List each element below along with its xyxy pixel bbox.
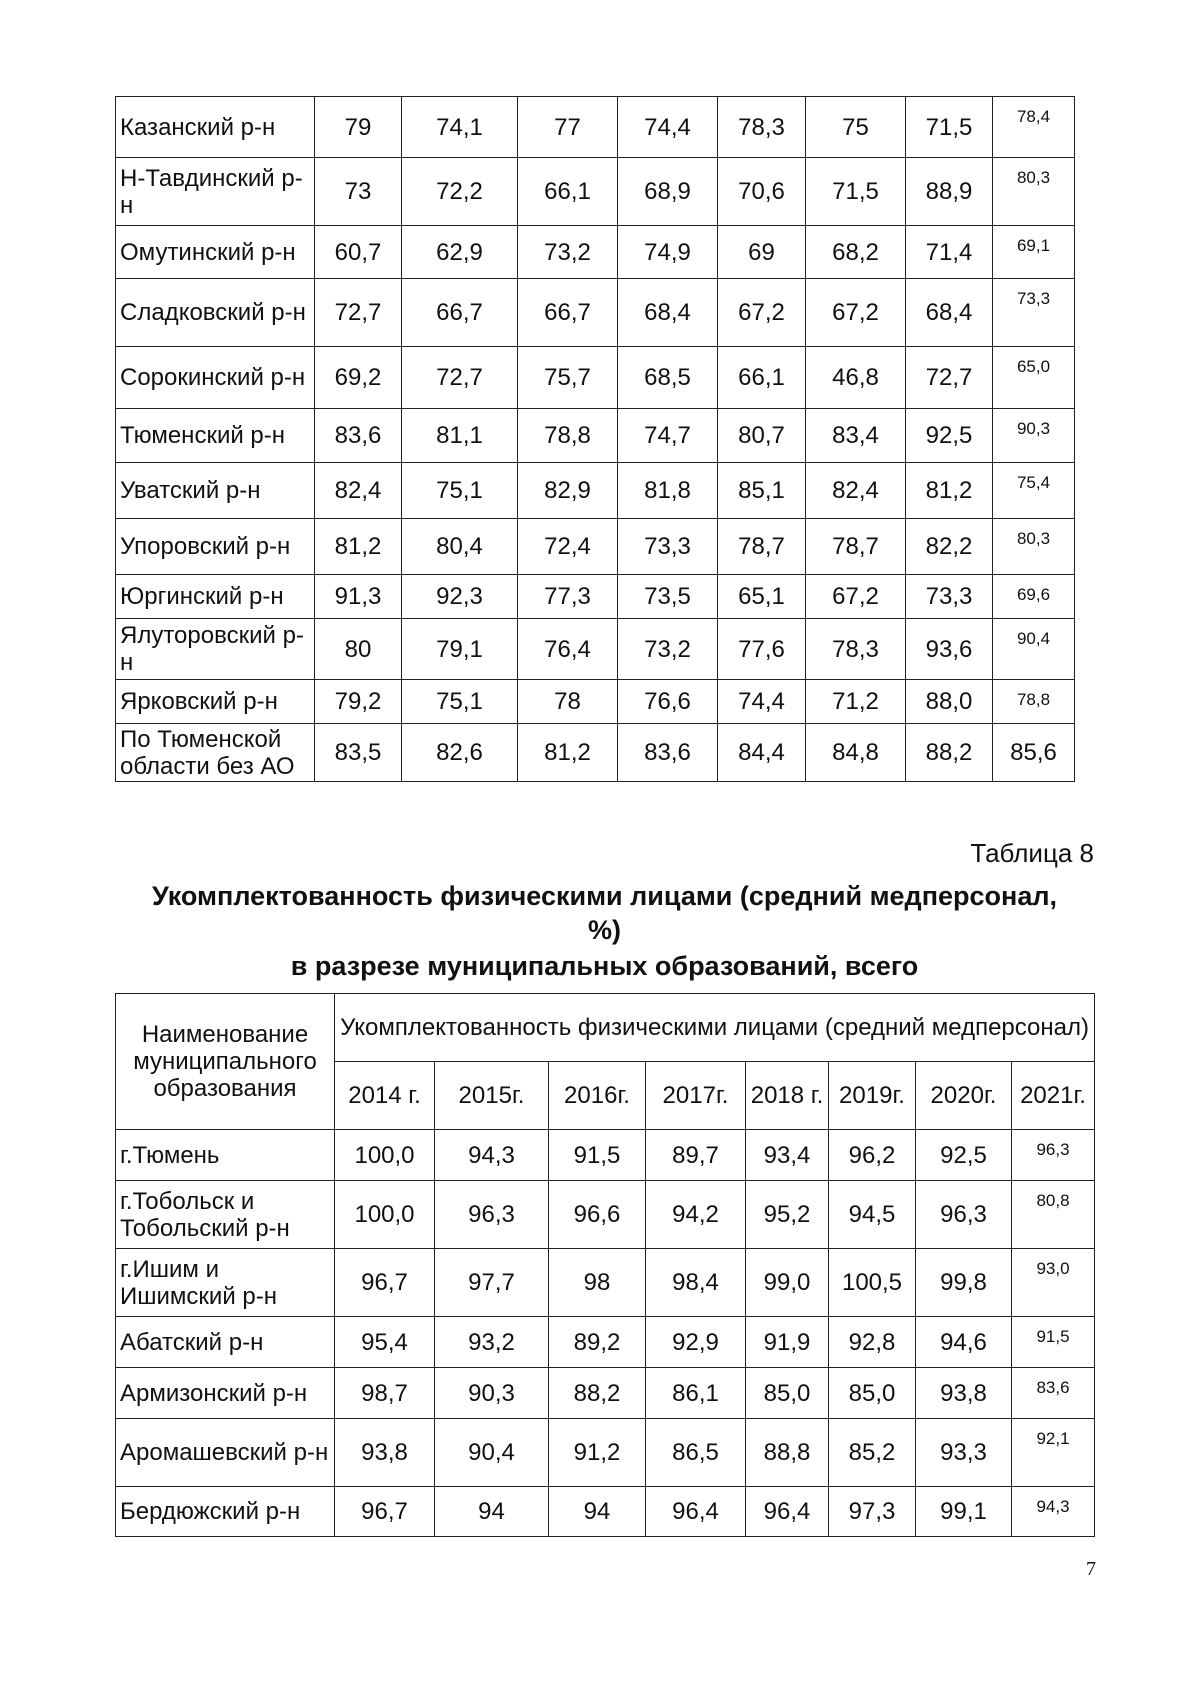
table-row	[116, 1487, 1095, 1537]
value-cell: 96,4	[646, 1487, 746, 1537]
value-cell: 92,3	[402, 575, 518, 619]
value-cell: 68,2	[806, 226, 906, 279]
value-cell: 92,5	[916, 1130, 1012, 1181]
municipality-name: Армизонский р-н	[116, 1368, 335, 1419]
value-cell: 83,6	[315, 409, 402, 463]
value-cell: 96,7	[335, 1487, 435, 1537]
table-row	[116, 226, 1075, 279]
table-row	[116, 158, 1075, 226]
value-cell: 66,7	[518, 279, 618, 347]
value-cell: 72,7	[906, 347, 993, 409]
value-cell: 73,2	[618, 619, 718, 680]
value-cell: 73,5	[618, 575, 718, 619]
value-cell: 67,2	[806, 575, 906, 619]
value-cell: 74,7	[618, 409, 718, 463]
value-cell: 46,8	[806, 347, 906, 409]
value-cell: 71,4	[906, 226, 993, 279]
table-row	[116, 1317, 1095, 1368]
value-cell: 74,1	[402, 97, 518, 158]
value-cell: 94	[549, 1487, 646, 1537]
value-cell: 66,1	[718, 347, 806, 409]
table-row	[116, 1181, 1095, 1249]
header-year: 2014 г.	[335, 1062, 435, 1130]
value-cell: 91,9	[746, 1317, 829, 1368]
value-cell-2021: 65,0	[993, 347, 1075, 409]
value-cell: 68,4	[906, 279, 993, 347]
value-cell: 72,2	[402, 158, 518, 226]
table-title-line-1: Укомплектованность физическими лицами (средний медперсонал,	[151, 881, 1057, 911]
value-cell: 67,2	[806, 279, 906, 347]
value-cell: 65,1	[718, 575, 806, 619]
value-cell-2021: 73,3	[993, 279, 1075, 347]
value-cell-2021: 96,3	[1012, 1130, 1095, 1181]
value-cell: 83,6	[618, 724, 718, 782]
value-cell-2021: 80,3	[993, 158, 1075, 226]
value-cell: 91,2	[549, 1419, 646, 1487]
value-cell: 96,3	[916, 1181, 1012, 1249]
header-staffing-group: Укомплектованность физическими лицами (средний медперсонал)	[335, 994, 1095, 1062]
value-cell: 91,3	[315, 575, 402, 619]
value-cell: 74,4	[718, 680, 806, 724]
table-row	[116, 1368, 1095, 1419]
value-cell: 67,2	[718, 279, 806, 347]
value-cell: 96,7	[335, 1249, 435, 1317]
value-cell-2021: 85,6	[993, 724, 1075, 782]
table-row	[116, 1419, 1095, 1487]
municipality-name: г.Ишим и Ишимский р-н	[116, 1249, 335, 1317]
value-cell: 60,7	[315, 226, 402, 279]
value-cell: 86,5	[646, 1419, 746, 1487]
value-cell: 71,5	[806, 158, 906, 226]
value-cell: 66,1	[518, 158, 618, 226]
value-cell: 88,0	[906, 680, 993, 724]
value-cell: 84,4	[718, 724, 806, 782]
value-cell: 73,2	[518, 226, 618, 279]
value-cell-2021: 83,6	[1012, 1368, 1095, 1419]
table-staffing-nurses	[115, 993, 1095, 1537]
value-cell: 86,1	[646, 1368, 746, 1419]
value-cell: 68,5	[618, 347, 718, 409]
value-cell: 92,5	[906, 409, 993, 463]
value-cell-2021: 78,4	[993, 97, 1075, 158]
value-cell: 82,4	[315, 463, 402, 519]
municipality-name: Ярковский р-н	[116, 680, 315, 724]
value-cell: 83,4	[806, 409, 906, 463]
value-cell: 95,2	[746, 1181, 829, 1249]
value-cell: 68,9	[618, 158, 718, 226]
value-cell: 73	[315, 158, 402, 226]
value-cell: 88,9	[906, 158, 993, 226]
value-cell: 94,5	[829, 1181, 916, 1249]
value-cell: 92,8	[829, 1317, 916, 1368]
table-row	[116, 97, 1075, 158]
table-row	[116, 724, 1075, 782]
value-cell: 94	[435, 1487, 549, 1537]
value-cell: 82,4	[806, 463, 906, 519]
value-cell: 93,8	[916, 1368, 1012, 1419]
value-cell: 81,2	[518, 724, 618, 782]
page-number: 7	[1086, 1558, 1096, 1580]
value-cell: 76,4	[518, 619, 618, 680]
value-cell: 93,4	[746, 1130, 829, 1181]
value-cell: 75,1	[402, 680, 518, 724]
value-cell-2021: 80,8	[1012, 1181, 1095, 1249]
table-row	[116, 463, 1075, 519]
header-year: 2016г.	[549, 1062, 646, 1130]
municipality-name: Казанский р-н	[116, 97, 315, 158]
value-cell-2021: 91,5	[1012, 1317, 1095, 1368]
value-cell: 88,8	[746, 1419, 829, 1487]
value-cell: 78,8	[518, 409, 618, 463]
value-cell: 88,2	[906, 724, 993, 782]
header-year: 2017г.	[646, 1062, 746, 1130]
value-cell: 97,7	[435, 1249, 549, 1317]
value-cell: 71,5	[906, 97, 993, 158]
value-cell: 77	[518, 97, 618, 158]
value-cell-2021: 90,4	[993, 619, 1075, 680]
value-cell: 78	[518, 680, 618, 724]
value-cell: 90,3	[435, 1368, 549, 1419]
value-cell: 93,2	[435, 1317, 549, 1368]
value-cell-2021: 75,4	[993, 463, 1075, 519]
value-cell: 100,5	[829, 1249, 916, 1317]
value-cell: 79,1	[402, 619, 518, 680]
value-cell: 94,6	[916, 1317, 1012, 1368]
value-cell: 80,7	[718, 409, 806, 463]
municipality-name: Омутинский р-н	[116, 226, 315, 279]
value-cell: 97,3	[829, 1487, 916, 1537]
table-title-line-3: в разрезе муниципальных образований, всего	[290, 951, 919, 981]
value-cell: 80	[315, 619, 402, 680]
value-cell: 100,0	[335, 1181, 435, 1249]
value-cell: 95,4	[335, 1317, 435, 1368]
municipality-name: Бердюжский р-н	[116, 1487, 335, 1537]
value-cell: 77,6	[718, 619, 806, 680]
table-row	[116, 519, 1075, 575]
value-cell: 74,9	[618, 226, 718, 279]
value-cell-2021: 93,0	[1012, 1249, 1095, 1317]
value-cell: 69	[718, 226, 806, 279]
table-row	[116, 680, 1075, 724]
table-row	[116, 1130, 1095, 1181]
value-cell: 80,4	[402, 519, 518, 575]
value-cell: 72,4	[518, 519, 618, 575]
table-number-label: Таблица 8	[970, 838, 1094, 868]
value-cell: 88,2	[549, 1368, 646, 1419]
value-cell: 96,4	[746, 1487, 829, 1537]
table-title-line-2: %)	[588, 915, 621, 945]
value-cell: 82,2	[906, 519, 993, 575]
municipality-name: Абатский р-н	[116, 1317, 335, 1368]
header-year: 2021г.	[1012, 1062, 1095, 1130]
value-cell: 99,8	[916, 1249, 1012, 1317]
value-cell: 93,6	[906, 619, 993, 680]
municipality-name: г.Тюмень	[116, 1130, 335, 1181]
value-cell: 85,1	[718, 463, 806, 519]
value-cell: 75,7	[518, 347, 618, 409]
value-cell: 96,2	[829, 1130, 916, 1181]
value-cell: 62,9	[402, 226, 518, 279]
value-cell: 94,3	[435, 1130, 549, 1181]
value-cell: 98,4	[646, 1249, 746, 1317]
value-cell-2021: 94,3	[1012, 1487, 1095, 1537]
value-cell: 75	[806, 97, 906, 158]
value-cell: 73,3	[906, 575, 993, 619]
value-cell: 89,2	[549, 1317, 646, 1368]
value-cell: 99,0	[746, 1249, 829, 1317]
header-year: 2018 г.	[746, 1062, 829, 1130]
municipality-name: Уватский р-н	[116, 463, 315, 519]
value-cell: 70,6	[718, 158, 806, 226]
municipality-name: Сладковский р-н	[116, 279, 315, 347]
value-cell: 75,1	[402, 463, 518, 519]
value-cell: 92,9	[646, 1317, 746, 1368]
table-row	[116, 1249, 1095, 1317]
value-cell: 93,8	[335, 1419, 435, 1487]
value-cell-2021: 69,6	[993, 575, 1075, 619]
value-cell: 82,9	[518, 463, 618, 519]
table-row	[116, 279, 1075, 347]
table-row	[116, 619, 1075, 680]
value-cell: 82,6	[402, 724, 518, 782]
header-municipality: Наименование муниципального образования	[116, 994, 335, 1130]
municipality-name: Н-Тавдинский р-н	[116, 158, 315, 226]
value-cell: 72,7	[315, 279, 402, 347]
municipality-name: Сорокинский р-н	[116, 347, 315, 409]
value-cell: 90,4	[435, 1419, 549, 1487]
municipality-name: Упоровский р-н	[116, 519, 315, 575]
header-year: 2020г.	[916, 1062, 1012, 1130]
value-cell: 71,2	[806, 680, 906, 724]
value-cell-2021: 90,3	[993, 409, 1075, 463]
value-cell: 78,3	[806, 619, 906, 680]
table-row	[116, 347, 1075, 409]
value-cell-2021: 78,8	[993, 680, 1075, 724]
value-cell: 72,7	[402, 347, 518, 409]
value-cell: 78,7	[718, 519, 806, 575]
table-row	[116, 409, 1075, 463]
value-cell: 100,0	[335, 1130, 435, 1181]
value-cell: 85,0	[746, 1368, 829, 1419]
value-cell: 76,6	[618, 680, 718, 724]
value-cell: 84,8	[806, 724, 906, 782]
value-cell: 96,3	[435, 1181, 549, 1249]
value-cell: 78,7	[806, 519, 906, 575]
value-cell: 81,2	[315, 519, 402, 575]
value-cell: 68,4	[618, 279, 718, 347]
value-cell: 94,2	[646, 1181, 746, 1249]
value-cell: 81,1	[402, 409, 518, 463]
value-cell: 69,2	[315, 347, 402, 409]
value-cell: 96,6	[549, 1181, 646, 1249]
municipality-name: Юргинский р-н	[116, 575, 315, 619]
value-cell: 77,3	[518, 575, 618, 619]
value-cell-2021: 80,3	[993, 519, 1075, 575]
municipality-name: По Тюменской области без АО	[116, 724, 315, 782]
value-cell: 98,7	[335, 1368, 435, 1419]
value-cell: 93,3	[916, 1419, 1012, 1487]
value-cell: 91,5	[549, 1130, 646, 1181]
table-row	[116, 575, 1075, 619]
value-cell: 66,7	[402, 279, 518, 347]
municipality-name: Ялуторовский р-н	[116, 619, 315, 680]
value-cell-2021: 69,1	[993, 226, 1075, 279]
value-cell: 98	[549, 1249, 646, 1317]
municipality-name: Аромашевский р-н	[116, 1419, 335, 1487]
table-municipal-continued	[115, 96, 1075, 782]
value-cell: 78,3	[718, 97, 806, 158]
value-cell: 74,4	[618, 97, 718, 158]
municipality-name: Тюменский р-н	[116, 409, 315, 463]
value-cell: 83,5	[315, 724, 402, 782]
value-cell-2021: 92,1	[1012, 1419, 1095, 1487]
value-cell: 81,8	[618, 463, 718, 519]
value-cell: 73,3	[618, 519, 718, 575]
value-cell: 89,7	[646, 1130, 746, 1181]
municipality-name: г.Тобольск и Тобольский р-н	[116, 1181, 335, 1249]
header-year: 2019г.	[829, 1062, 916, 1130]
value-cell: 79,2	[315, 680, 402, 724]
value-cell: 81,2	[906, 463, 993, 519]
value-cell: 99,1	[916, 1487, 1012, 1537]
header-year: 2015г.	[435, 1062, 549, 1130]
value-cell: 85,2	[829, 1419, 916, 1487]
value-cell: 79	[315, 97, 402, 158]
value-cell: 85,0	[829, 1368, 916, 1419]
